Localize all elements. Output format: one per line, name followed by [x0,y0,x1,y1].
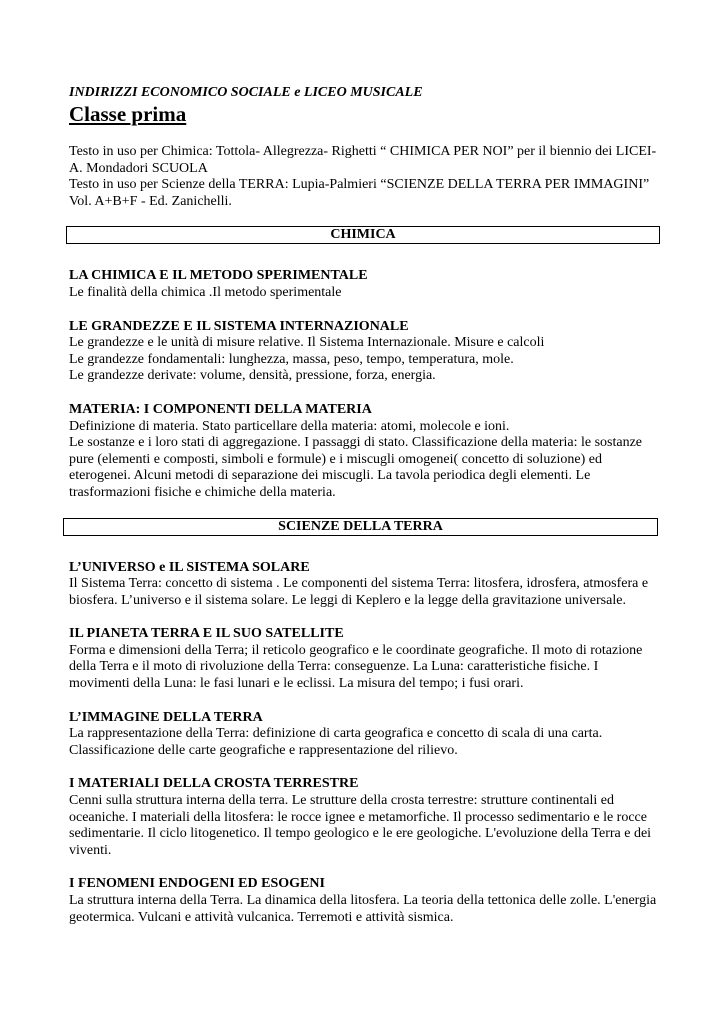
scienze-section-3 [69,710,659,760]
scienze-section-2 [69,626,659,692]
section-title: LE GRANDEZZE E IL SISTEMA INTERNAZIONALE [69,318,409,334]
scienze-section-1 [69,560,659,610]
section-text: Le grandezze e le unità di misure relative. Il Sistema Internazionale. Misure e calcoli [69,335,545,351]
document-page [69,84,659,926]
section-title: L’UNIVERSO e IL SISTEMA SOLARE [69,559,310,575]
section-text: La rappresentazione della Terra: definizione di carta geografica e concetto di scala di una carta. Classificazione delle carte geografiche e rappresentazione del rilievo. [69,726,603,758]
section-text: Cenni sulla struttura interna della terra. Le strutture della crosta terrestre: strutture continentali ed oceaniche. I materiali della litosfera: le rocce ignee e metamorfiche. Il processo sedimentario e le rocce sedimentarie. Il ciclo litogenetico. Il tempo geologico e le ere geologiche. L'evoluzione della Terra e dei viventi. [69,793,652,858]
section-title: I MATERIALI DELLA CROSTA TERRESTRE [69,776,359,792]
section-text: Definizione di materia. Stato particellare della materia: atomi, molecole e ioni. [69,418,510,434]
section-title: IL PIANETA TERRA E IL SUO SATELLITE [69,626,344,642]
document-subtitle: INDIRIZZI ECONOMICO SOCIALE e LICEO MUSICALE [69,85,423,100]
section-header-scienze: SCIENZE DELLA TERRA [63,518,658,536]
section-text: Forma e dimensioni della Terra; il reticolo geografico e le coordinate geografiche. Il moto di rotazione della Terra e il moto di rivoluzione della Terra: conseguenze. La Luna: caratteristiche fisiche. I movimenti della Luna: le fasi lunari e le eclissi. La misura del tempo; i fusi orari. [69,642,643,692]
section-text: Il Sistema Terra: concetto di sistema . Le componenti del sistema Terra: litosfera, idrosfera, atmosfera e biosfera. L’universo e il sistema solare. Le leggi di Keplero e la legge della gravitazione universale. [69,576,649,608]
section-text: Le grandezze fondamentali: lunghezza, massa, peso, tempo, temperatura, mole. [69,351,514,367]
intro-scienze-text: Testo in uso per Scienze della TERRA: Lupia-Palmieri “SCIENZE DELLA TERRA PER IMMAGINI” Vol. A+B+F - Ed. Zanichelli. [69,177,650,209]
section-title: I FENOMENI ENDOGENI ED ESOGENI [69,876,325,892]
section-title: MATERIA: I COMPONENTI DELLA MATERIA [69,401,372,417]
scienze-section-4 [69,776,659,859]
section-text: Le finalità della chimica .Il metodo sperimentale [69,284,342,300]
chimica-section-2 [69,319,659,385]
section-text: Le sostanze e i loro stati di aggregazione. I passaggi di stato. Classificazione della materia: le sostanze pure (elementi e composti, simboli e formule) e i miscugli omogenei( concetto di soluzione) ed eterogenei. Alcuni metodi di separazione dei miscugli. La tavola periodica degli elementi. Le trasformazioni fisiche e chimiche della materia. [69,435,643,500]
section-header-chimica: CHIMICA [66,226,660,244]
chimica-section-3 [69,402,659,502]
section-title: LA CHIMICA E IL METODO SPERIMENTALE [69,268,368,284]
chimica-section-1 [69,268,659,301]
section-text: La struttura interna della Terra. La dinamica della litosfera. La teoria della tettonica delle zolle. L'energia geotermica. Vulcani e attività vulcanica. Terremoti e attività sismica. [69,893,657,925]
intro-block [69,144,659,210]
document-title: Classe prima [69,102,187,126]
section-text: Le grandezze derivate: volume, densità, pressione, forza, energia. [69,368,436,384]
scienze-section-5 [69,876,659,926]
section-title: L’IMMAGINE DELLA TERRA [69,709,263,725]
intro-chimica-text: Testo in uso per Chimica: Tottola- Allegrezza- Righetti “ CHIMICA PER NOI” per il biennio dei LICEI- A. Mondadori SCUOLA [69,144,657,176]
